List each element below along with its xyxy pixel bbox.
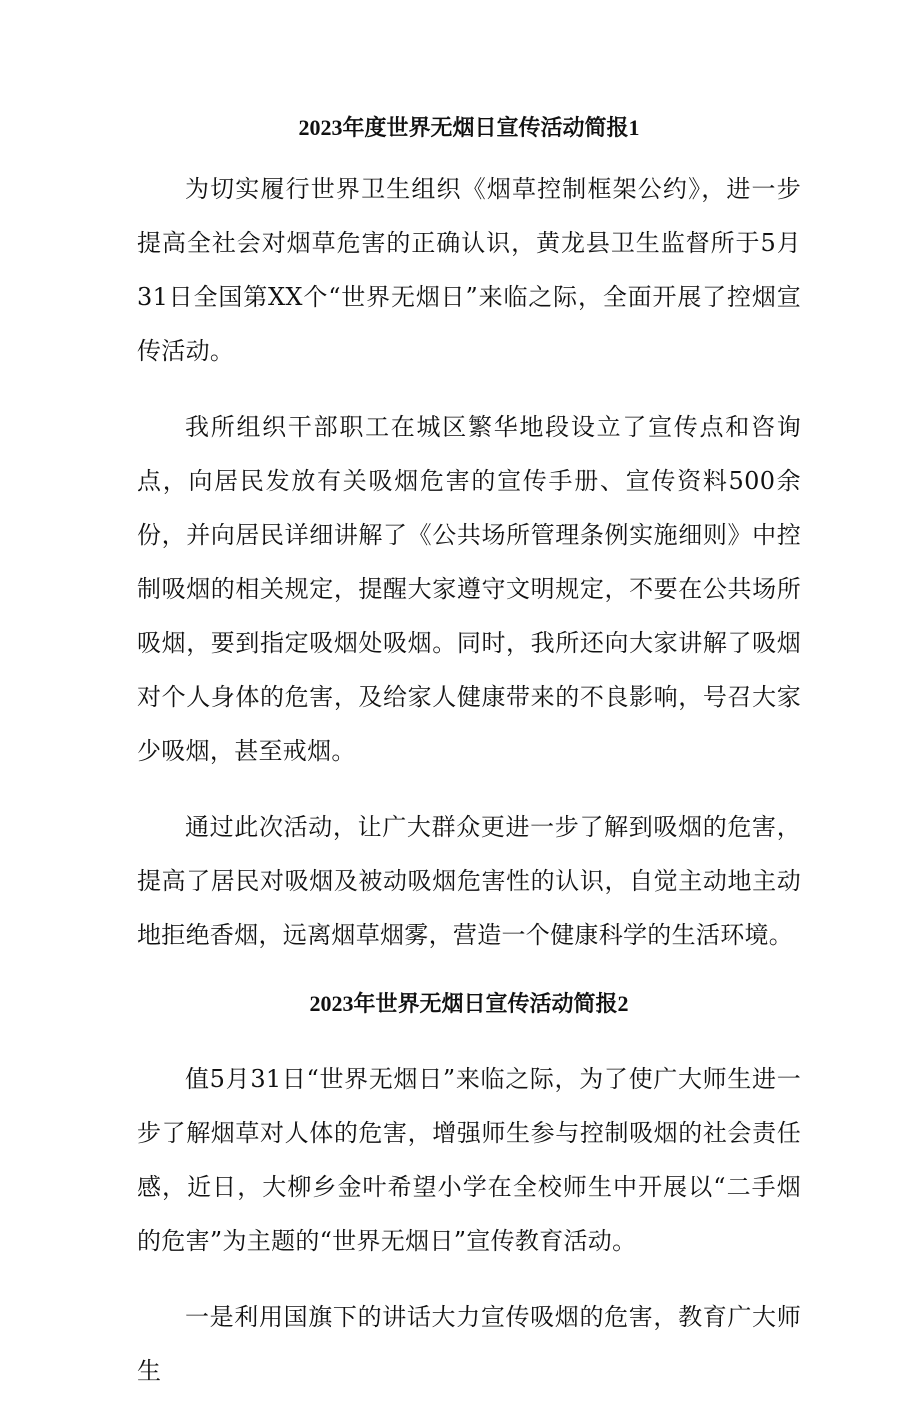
document-body xyxy=(137,108,801,1420)
section-title-1: 2023年度世界无烟日宣传活动简报1 xyxy=(298,115,640,140)
section-1-paragraph-3: 通过此次活动，让广大群众更进一步了解到吸烟的危害，提高了居民对吸烟及被动吸烟危害性的认识，自觉主动地主动地拒绝香烟，远离烟草烟雾，营造一个健康科学的生活环境。 xyxy=(137,813,801,949)
section-1-paragraph-2: 我所组织干部职工在城区繁华地段设立了宣传点和咨询点，向居民发放有关吸烟危害的宣传手册、宣传资料500余份，并向居民详细讲解了《公共场所管理条例实施细则》中控制吸烟的相关规定，提醒大家遵守文明规定，不要在公共场所吸烟，要到指定吸烟处吸烟。同时，我所还向大家讲解了吸烟对个人身体的危害，及给家人健康带来的不良影响，号召大家少吸烟，甚至戒烟。 xyxy=(137,413,801,765)
section-2-paragraph-2: 一是利用国旗下的讲话大力宣传吸烟的危害，教育广大师生 xyxy=(137,1303,801,1385)
section-2-paragraph-1: 值5月31日“世界无烟日”来临之际，为了使广大师生进一步了解烟草对人体的危害，增强师生参与控制吸烟的社会责任感，近日，大柳乡金叶希望小学在全校师生中开展以“二手烟的危害”为主题的“世界无烟日”宣传教育活动。 xyxy=(137,1065,801,1255)
section-title-2: 2023年世界无烟日宣传活动简报2 xyxy=(309,991,629,1016)
section-1-paragraph-1: 为切实履行世界卫生组织《烟草控制框架公约》，进一步提高全社会对烟草危害的正确认识，黄龙县卫生监督所于5月31日全国第XX个“世界无烟日”来临之际，全面开展了控烟宣传活动。 xyxy=(137,175,801,365)
